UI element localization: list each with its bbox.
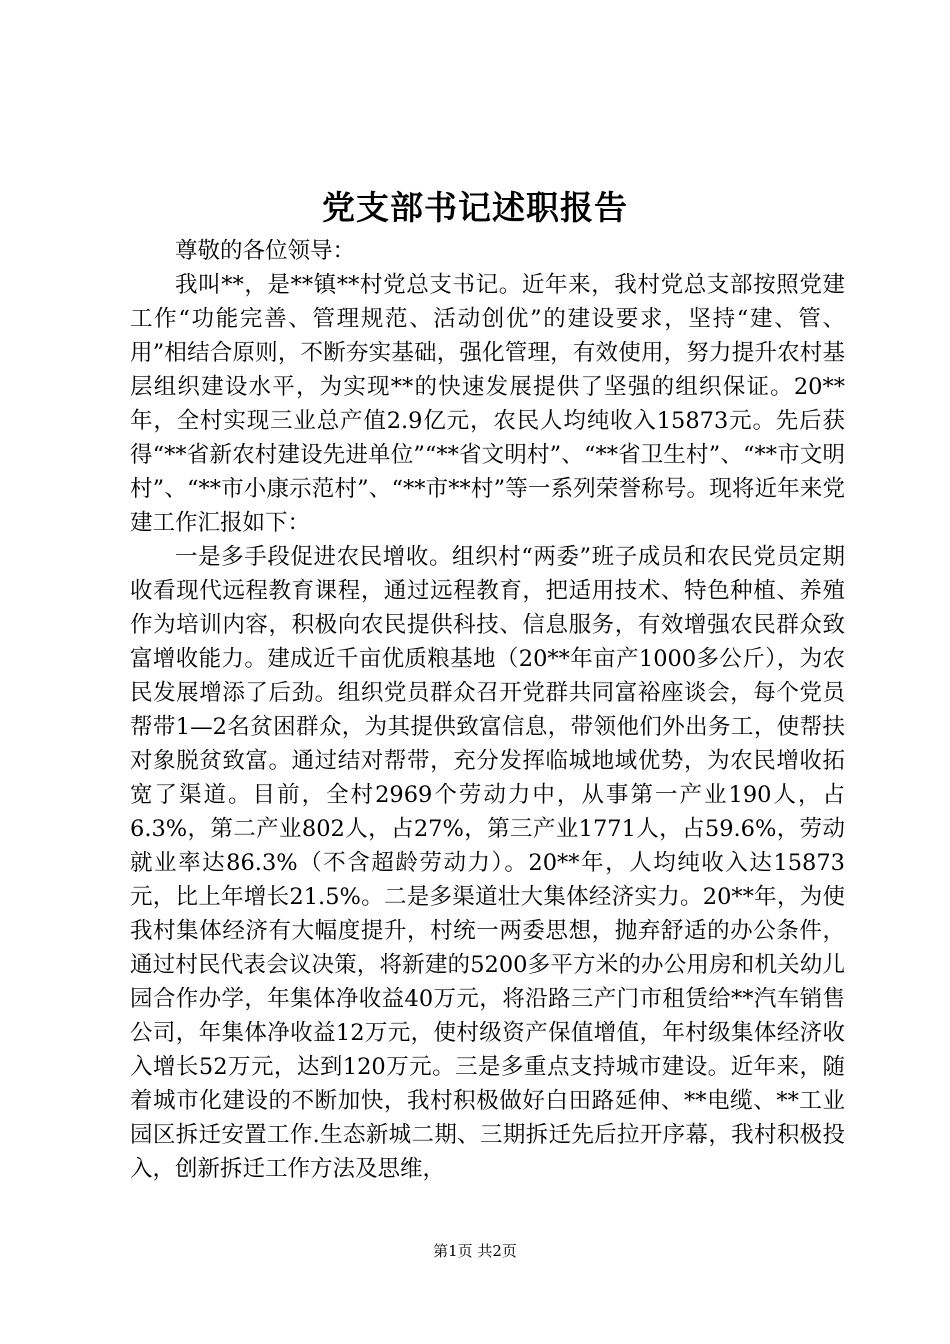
paragraph-intro: 我叫**，是**镇**村党总支书记。近年来，我村党总支部按照党建工作“功能完善、管理规范、活动创优”的建设要求，坚持“建、管、用”相结合原则，不断夯实基础，强化管理，有效使用，努力提升农村基层组织建设水平，为实现**的快速发展提供了坚强的组织保证。20**年，全村实现三业总产值2.9亿元，农民人均纯收入15873元。先后获得“**省新农村建设先进单位”“**省文明村”、“**省卫生村”、“**市文明村”、“**市小康示范村”、“**市**村”等一系列荣誉称号。现将近年来党建工作汇报如下： <box>130 272 845 536</box>
document-title: 党支部书记述职报告 <box>322 188 628 227</box>
page-number: 第1页 共2页 <box>433 1242 517 1260</box>
paragraph-main: 一是多手段促进农民增收。组织村“两委”班子成员和农民党员定期收看现代远程教育课程，通过远程教育，把适用技术、特色种植、养殖作为培训内容，积极向农民提供科技、信息服务，有效增强农民群众致富增收能力。建成近千亩优质粮基地（20**年亩产1000多公斤），为农民发展增添了后劲。组织党员群众召开党群共同富裕座谈会，每个党员帮带1—2名贫困群众，为其提供致富信息，带领他们外出务工，使帮扶对象脱贫致富。通过结对帮带，充分发挥临城地域优势，为农民增收拓宽了渠道。目前，全村2969个劳动力中，从事第一产业190人，占6.3%，第二产业802人，占27%，第三产业1771人，占59.6%，劳动就业率达86.3%（不含超龄劳动力）。20**年，人均纯收入达15873元，比上年增长21.5%。二是多渠道壮大集体经济实力。20**年，为使我村集体经济有大幅度提升，村统一两委思想，抛弃舒适的办公条件，通过村民代表会议决策，将新建的5200多平方米的办公用房和机关幼儿园合作办学，年集体净收益40万元，将沿路三产门市租赁给**汽车销售公司，年集体净收益12万元，使村级资产保值增值，年村级集体经济收入增长52万元，达到120万元。三是多重点支持城市建设。近年来，随着城市化建设的不断加快，我村积极做好白田路延伸、**电缆、**工业园区拆迁安置工作.生态新城二期、三期拆迁先后拉开序幕，我村积极投入，创新拆迁工作方法及思维， <box>130 544 845 1182</box>
document-body <box>130 234 845 1186</box>
salutation: 尊敬的各位领导： <box>175 238 356 264</box>
